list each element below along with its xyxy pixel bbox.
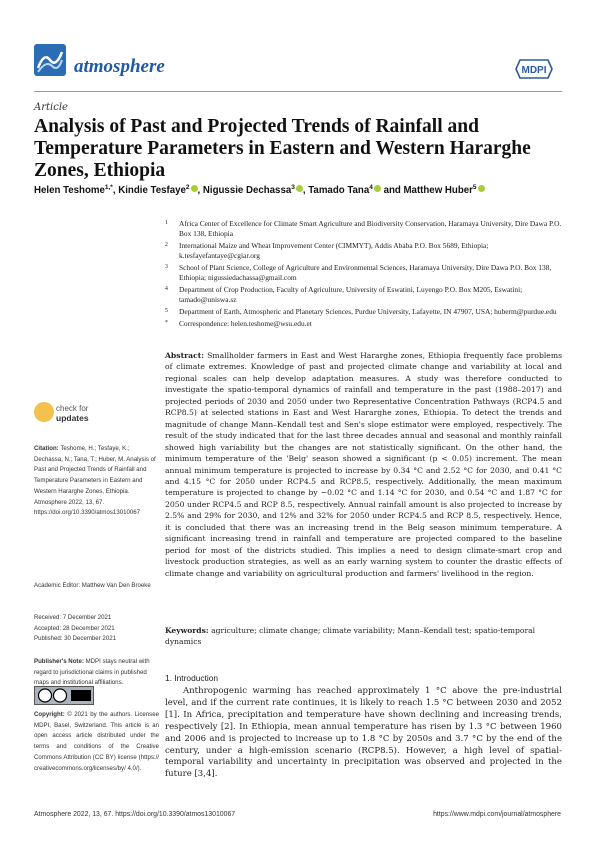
orcid-icon[interactable] (374, 185, 381, 192)
author-name[interactable]: Matthew Huber (403, 185, 473, 197)
publisher-note-text: MDPI stays neutral with regard to jurisdictional claims in published maps and institutional affiliations. (34, 658, 150, 687)
abstract (165, 350, 562, 579)
affiliations (165, 219, 565, 330)
academic-editor: Academic Editor: Matthew Van Den Broeke (34, 582, 151, 589)
copyright-text: © 2021 by the authors. Licensee MDPI, Basel, Switzerland. This article is an open access article distributed under the terms and conditions of the Creative Commons Attribution (CC BY) license (https:// creativecommons.org/licenses/by/ 4.0/). (34, 711, 159, 772)
affiliation-text: International Maize and Wheat Improvement Center (CIMMYT), Addis Ababa P.O. Box 5689, Ethiopia; k.tesfayefantaye@cgiar.org (179, 241, 489, 261)
author-separator: , (112, 185, 119, 197)
author-affiliation-number: 1,* (104, 184, 113, 191)
published-date: Published: 30 December 2021 (34, 635, 116, 643)
affiliation-item (165, 263, 565, 284)
mdpi-logo-text: MDPI (521, 65, 547, 76)
check-for-label: check for (56, 404, 89, 413)
affiliation-text: School of Plant Science, College of Agriculture and Environmental Sciences, Haramaya University, Dire Dawa P.O. Box 138, Ethiopia; nigussiedachassa@gmail.com (179, 263, 552, 283)
mdpi-logo-icon (514, 58, 554, 80)
orcid-icon[interactable] (296, 185, 303, 192)
journal-logo-icon (34, 44, 66, 76)
author-affiliation-number: 5 (472, 184, 477, 191)
affiliation-text: Africa Center of Excellence for Climate Smart Agriculture and Biodiversity Conservation, Haramaya University, Dire Dawa P.O. Box 138, Ethiopia (179, 219, 562, 239)
citation-block (34, 444, 159, 519)
updates-label: updates (56, 413, 89, 423)
author-separator: , (197, 185, 203, 197)
publication-dates (34, 613, 159, 645)
article-type: Article (34, 102, 68, 113)
affiliation-number: 1 (165, 220, 168, 226)
paper-title: Analysis of Past and Projected Trends of Rainfall and Temperature Parameters in Eastern and Western Hararghe Zones, Ethiopia (34, 116, 531, 181)
section-heading-introduction: 1. Introduction (165, 673, 219, 683)
author-list (34, 184, 562, 196)
affiliation-number: 5 (165, 308, 168, 314)
publisher-note-label: Publisher's Note: (34, 658, 84, 665)
check-for-updates-button[interactable] (34, 402, 134, 424)
journal-name[interactable]: atmosphere (74, 56, 165, 77)
affiliation-item (165, 241, 565, 262)
citation-text: Teshome, H.; Tesfaye, K.; Dechassa, N.; Tana, T.; Huber, M. Analysis of Past and Projected Trends of Rainfall and Temperature Parameters in Eastern and Western Hararghe Zones, Ethiopia. Atmosphere 2022, 13, 67. https://doi.org/10.3390/atmos13010067 (34, 445, 156, 517)
keywords-text: agriculture; climate change; climate variability; Mann–Kendall test; spatio-temporal dynamics (165, 626, 536, 646)
affiliation-text: Department of Earth, Atmospheric and Planetary Sciences, Purdue University, Lafayette, IN 47907, USA; huberm@purdue.edu (179, 307, 557, 316)
author-affiliation-number: 3 (291, 184, 295, 191)
check-updates-icon (34, 402, 54, 422)
orcid-icon[interactable] (478, 185, 485, 192)
abstract-label: Abstract: (165, 351, 205, 360)
author-affiliation-number: 4 (369, 184, 373, 191)
copyright-block (34, 710, 159, 774)
affiliation-number: * (165, 319, 168, 326)
affiliation-item (165, 307, 565, 317)
author-separator: and (380, 185, 404, 197)
author-name[interactable]: Nigussie Dechassa (202, 185, 292, 197)
copyright-label: Copyright: (34, 711, 65, 718)
abstract-text: Smallholder farmers in East and West Hararghe zones, Ethiopia frequently face problems of climate extremes. Knowledge of past and projected climate change and variability at local and regional scales can help develop adaptation measures. A study was therefore conducted to investigate the spatio-temporal dynamics of rainfall and temperature in the past (1988–2017) and projected periods of 2030 and 2050 under two Representative Concentration Pathways (RCP4.5 and RCP8.5) at selected stations in East and West Hararghe zones, Ethiopia. To detect the trends and magnitude of change Mann–Kendall test and Sen's slope estimator were employed, respectively. The result of the study indicated that for the last three decades annual and seasonal and monthly rainfall showed high variability but the changes are not statistically significant. On the other hand, the minimum temperature of the 'Belg' season showed a significant (p < 0.05) increment. The mean annual minimum temperature is projected to increase by 0.34 °C and 2.52 °C for 2030, and 0.41 °C and 4.15 °C for 2050 under RCP4.5 and RCP8.5, respectively. Additionally, the mean maximum temperature is projected to change by −0.02 °C and 1.14 °C for 2030, and 0.54 °C and 1.87 °C for 2050 under RCP4.5 and RCP 8.5, respectively. Annual rainfall amount is also projected to increase by 2.5% and 29% for 2030, and 12% and 32% for 2050 under RCP4.5 and RCP 8.5, respectively. Hence, it is concluded that there was an increasing trend in the Belg season minimum temperature. A significant increasing trend in rainfall and temperature are projected compared to the baseline period for most of the districts studied. This implies a need to design climate-smart crop and livestock production strategies, as well as an early warning system to counter the drastic effects of climate change and variability on agricultural production and farmers' livelihood in the region. (165, 351, 562, 578)
author-name[interactable]: Tamado Tana (308, 185, 370, 197)
keywords-label: Keywords: (165, 626, 209, 635)
accepted-date: Accepted: 28 December 2021 (34, 624, 115, 632)
affiliation-item (165, 319, 565, 329)
affiliation-number: 3 (165, 264, 168, 270)
affiliation-item (165, 219, 565, 240)
header-divider (34, 91, 562, 92)
footer-journal-url[interactable]: https://www.mdpi.com/journal/atmosphere (433, 811, 561, 818)
keywords (165, 625, 562, 647)
citation-label: Citation: (34, 445, 59, 452)
author-separator: , (302, 185, 309, 197)
affiliation-number: 2 (165, 242, 168, 248)
author-name[interactable]: Helen Teshome (34, 185, 105, 197)
footer-citation[interactable]: Atmosphere 2022, 13, 67. https://doi.org/10.3390/atmos13010067 (34, 811, 236, 818)
author-affiliation-number: 2 (185, 184, 190, 191)
affiliation-number: 4 (165, 286, 168, 292)
orcid-icon[interactable] (191, 185, 198, 192)
affiliation-item (165, 285, 565, 306)
received-date: Received: 7 December 2021 (34, 614, 112, 621)
cc-by-icon[interactable] (34, 686, 94, 705)
affiliation-text: Correspondence: helen.teshome@wsu.edu.et (179, 318, 312, 328)
affiliation-text: Department of Crop Production, Faculty of Agriculture, University of Eswatini, Luyengo P.O. Box M205, Eswatini; tamado@uniswa.sz (179, 285, 523, 305)
introduction-paragraph: Anthropogenic warming has reached approximately 1 °C above the pre-industrial level, and if the current rate continues, it is likely to reach 1.5 °C between 2030 and 2052 [1]. In Africa, precipitation and temperature have shown declining and increasing trends, respectively [2]. In Ethiopia, mean annual temperature has risen by 1.3 °C between 1960 and 2006 and is projected to increase up to 1.8 °C by 2050s and 3.7 °C by the end of the century, under a high-emission scenario (RCP8.5). However, a high level of spatial-temporal variability and uncertainty in precipitation was observed and projected in the future [3,4]. (165, 686, 562, 780)
publisher-note (34, 657, 159, 689)
author-name[interactable]: Kindie Tesfaye (118, 185, 186, 197)
